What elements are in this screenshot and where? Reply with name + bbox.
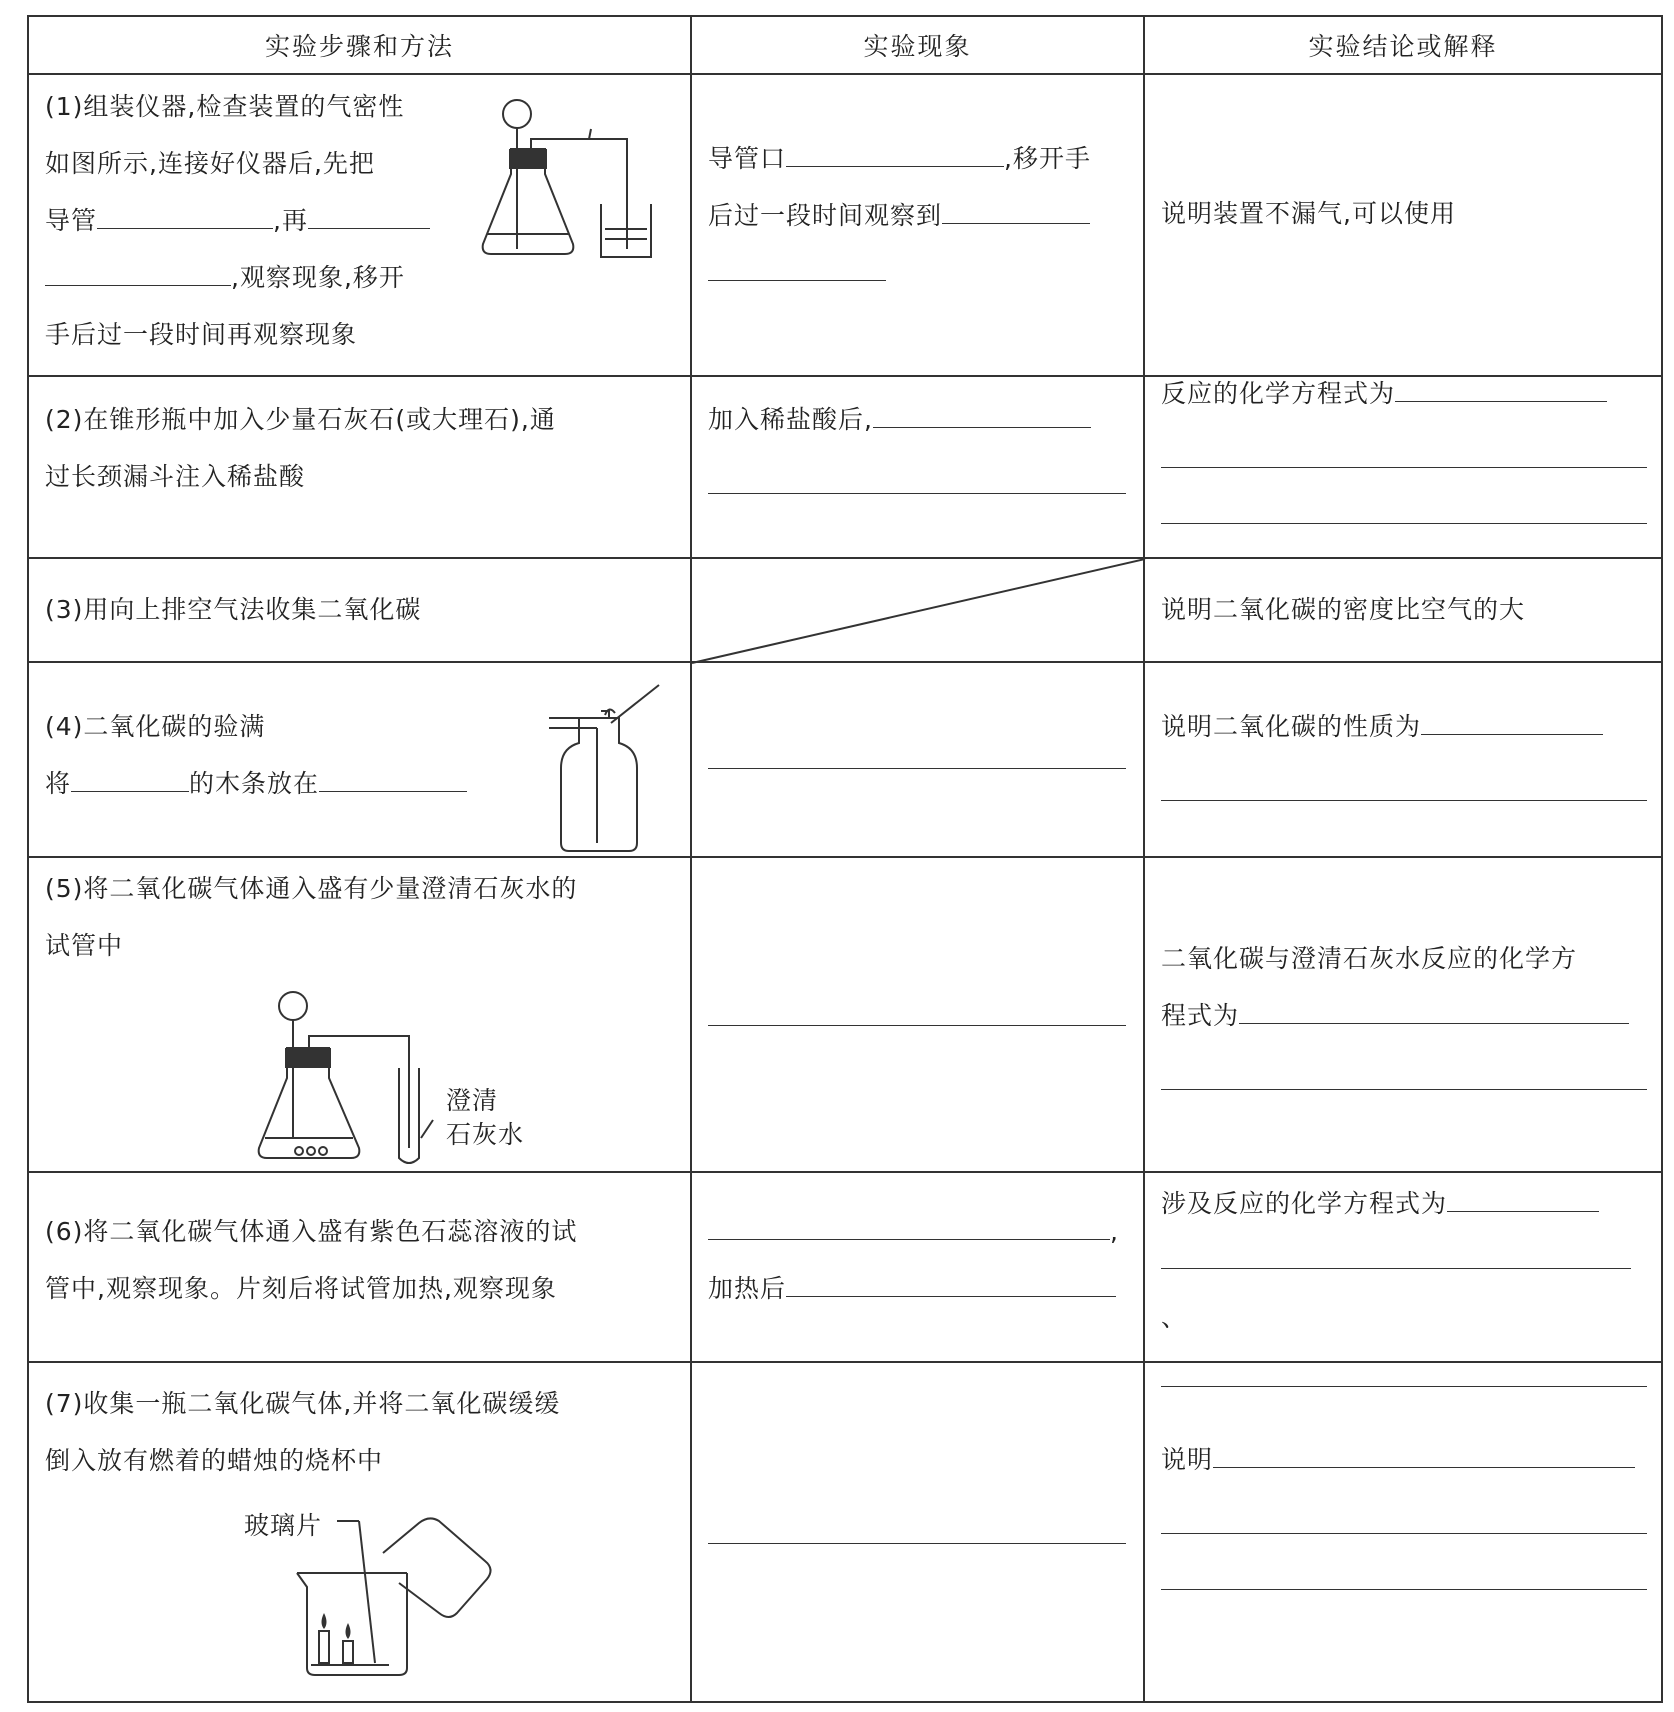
row-3 (28, 558, 1662, 662)
blank[interactable] (786, 1262, 1116, 1297)
row5-observation-cell (691, 857, 1144, 1172)
row-5 (28, 857, 1662, 1172)
row-6 (28, 1172, 1662, 1362)
row2-conclusion-cell (1144, 376, 1662, 558)
limewater-label-line1: 澄清 (446, 1086, 499, 1115)
row7-conclusion-cell (1144, 1362, 1662, 1702)
row7-observation-cell (691, 1362, 1144, 1702)
row6-step-cell (28, 1172, 691, 1362)
row2-step-cell (28, 376, 691, 558)
diagonal-cross-line (692, 559, 1145, 663)
row1-step-text: ,观察现象,移开 (231, 263, 405, 292)
blank[interactable] (1395, 367, 1607, 402)
row6-conclusion-cell (1144, 1172, 1662, 1362)
row3-step-cell (28, 558, 691, 662)
blank[interactable] (1447, 1177, 1599, 1212)
blank[interactable] (1161, 1534, 1647, 1590)
row4-step-text: 将 (45, 769, 72, 798)
header-conclusions: 实验结论或解释 (1144, 16, 1662, 74)
row6-conclusion-text: 涉及反应的化学方程式为 (1161, 1189, 1448, 1218)
blank[interactable] (942, 189, 1090, 224)
row1-step-text: 导管 (45, 206, 98, 235)
row5-step-line1: (5)将二氧化碳气体通入盛有少量澄清石灰水的 (45, 874, 578, 903)
row5-step-line2: 试管中 (45, 931, 124, 960)
header-steps: 实验步骤和方法 (28, 16, 691, 74)
row6-observation-cell (691, 1172, 1144, 1362)
row3-conclusion-cell (1144, 558, 1662, 662)
row4-step-text: 的木条放在 (189, 769, 320, 798)
airtightness-apparatus-illustration (479, 89, 679, 279)
row1-step-cell (28, 74, 691, 376)
row-1 (28, 74, 1662, 376)
blank[interactable] (708, 448, 1126, 494)
row2-step-line1: (2)在锥形瓶中加入少量石灰石(或大理石),通 (45, 405, 556, 434)
blank[interactable] (1161, 468, 1647, 524)
row7-step-line2: 倒入放有燃着的蜡烛的烧杯中 (45, 1446, 384, 1475)
row4-observation-cell (691, 662, 1144, 857)
blank[interactable] (1161, 1488, 1647, 1534)
row5-conclusion-cell (1144, 857, 1662, 1172)
row3-observation-cell-crossed (691, 558, 1144, 662)
blank[interactable] (1161, 1044, 1647, 1090)
blank[interactable] (319, 757, 467, 792)
blank[interactable] (708, 970, 1126, 1026)
candle-beaker-illustration (289, 1503, 509, 1683)
row1-observation-cell (691, 74, 1144, 376)
glass-plate-label: 玻璃片 (244, 1511, 323, 1540)
row2-conclusion-text: 反应的化学方程式为 (1161, 379, 1396, 408)
row1-conclusion-cell (1144, 74, 1662, 376)
row1-step-line2: 如图所示,连接好仪器后,先把 (45, 149, 375, 178)
blank[interactable] (873, 393, 1091, 428)
row5-step-cell (28, 857, 691, 1172)
row5-conclusion-line1: 二氧化碳与澄清石灰水反应的化学方 (1161, 944, 1578, 973)
row4-step-cell (28, 662, 691, 857)
blank[interactable] (1213, 1433, 1635, 1468)
row1-obs-text: ,移开手 (1004, 144, 1091, 173)
row6-step-line1: (6)将二氧化碳气体通入盛有紫色石蕊溶液的试 (45, 1217, 578, 1246)
row6-conclusion-text: 、 (1161, 1303, 1188, 1332)
row1-conclusion: 说明装置不漏气,可以使用 (1161, 199, 1456, 228)
blank[interactable] (786, 132, 1004, 167)
row7-step-cell (28, 1362, 691, 1702)
blank[interactable] (45, 251, 231, 286)
blank[interactable] (97, 194, 273, 229)
row-4 (28, 662, 1662, 857)
blank[interactable] (71, 757, 189, 792)
row2-obs-text: 加入稀盐酸后, (708, 405, 873, 434)
row6-obs-text: , (1110, 1217, 1119, 1246)
header-row (28, 16, 1662, 74)
row2-observation-cell (691, 376, 1144, 558)
experiment-table (27, 15, 1663, 1703)
row2-step-line2: 过长颈漏斗注入稀盐酸 (45, 462, 306, 491)
blank[interactable] (1161, 1234, 1631, 1269)
header-observations: 实验现象 (691, 16, 1144, 74)
row3-step: (3)用向上排空气法收集二氧化碳 (45, 595, 422, 624)
row4-step-line1: (4)二氧化碳的验满 (45, 712, 266, 741)
gas-bottle-illustration (549, 683, 669, 853)
row5-conclusion-text: 程式为 (1161, 1001, 1240, 1030)
row1-step-line1: (1)组装仪器,检查装置的气密性 (45, 92, 405, 121)
row6-step-line2: 管中,观察现象。片刻后将试管加热,观察现象 (45, 1274, 557, 1303)
blank[interactable] (708, 246, 886, 281)
row4-conclusion-cell (1144, 662, 1662, 857)
row1-step-text: ,再 (273, 206, 308, 235)
row1-obs-text: 导管口 (708, 144, 787, 173)
row-7 (28, 1362, 1662, 1702)
blank[interactable] (1161, 755, 1647, 801)
row7-conclusion-text: 说明 (1161, 1445, 1214, 1474)
blank[interactable] (708, 1205, 1110, 1240)
blank[interactable] (1161, 422, 1647, 468)
row4-conclusion-text: 说明二氧化碳的性质为 (1161, 712, 1422, 741)
blank[interactable] (708, 1488, 1126, 1544)
blank[interactable] (708, 713, 1126, 769)
limewater-label-line2: 石灰水 (446, 1120, 525, 1149)
row6-obs-text: 加热后 (708, 1274, 787, 1303)
row1-obs-text: 后过一段时间观察到 (708, 201, 943, 230)
blank[interactable] (1239, 989, 1629, 1024)
row1-step-line5: 手后过一段时间再观察现象 (45, 320, 358, 349)
blank[interactable] (308, 194, 430, 229)
row3-conclusion: 说明二氧化碳的密度比空气的大 (1161, 595, 1526, 624)
row7-step-line1: (7)收集一瓶二氧化碳气体,并将二氧化碳缓缓 (45, 1389, 561, 1418)
row-2 (28, 376, 1662, 558)
blank[interactable] (1421, 700, 1603, 735)
